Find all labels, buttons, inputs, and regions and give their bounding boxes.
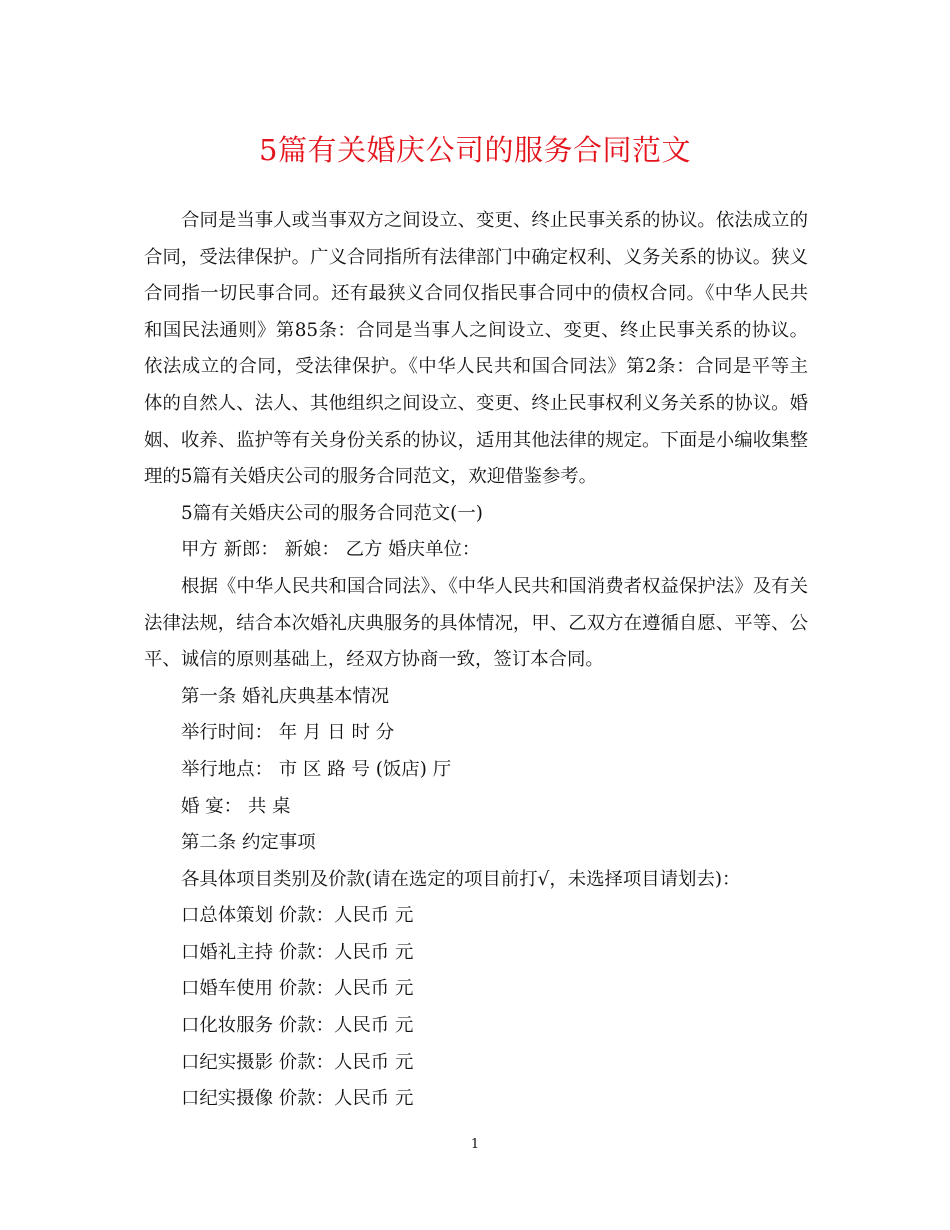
section-heading-contract-one: 5篇有关婚庆公司的服务合同范文(一)	[181, 502, 483, 524]
ceremony-time-line: 举行时间： 年 月 日 时 分	[181, 722, 395, 744]
legal-basis-paragraph: 根据《中华人民共和国合同法》、《中华人民共和国消费者权益保护法》及有关法律法规，结合本次婚礼庆典服务的具体情况，甲、乙双方在遵循自愿、平等、公平、诚信的原则基础上，经双方协商一致，签订本合同。	[144, 575, 808, 671]
document-body	[144, 203, 808, 1118]
parties-line: 甲方 新郎： 新娘： 乙方 婚庆单位：	[181, 539, 481, 561]
article-one-heading: 第一条 婚礼庆典基本情况	[181, 685, 390, 707]
banquet-line: 婚 宴： 共 桌	[181, 795, 291, 817]
item-wedding-car: 口婚车使用 价款：人民币 元	[181, 978, 414, 1000]
article-two-heading: 第二条 约定事项	[181, 832, 316, 854]
ceremony-location-line: 举行地点： 市 区 路 号 (饭店) 厅	[181, 758, 452, 780]
items-instruction-line: 各具体项目类别及价款(请在选定的项目前打√，未选择项目请划去)：	[181, 868, 741, 890]
item-wedding-host: 口婚礼主持 价款：人民币 元	[181, 941, 414, 963]
item-overall-planning: 口总体策划 价款：人民币 元	[181, 905, 414, 927]
page-number: 1	[470, 1137, 480, 1152]
document-title: 5篇有关婚庆公司的服务合同范文	[259, 133, 691, 167]
item-makeup-service: 口化妆服务 价款：人民币 元	[181, 1015, 414, 1037]
item-documentary-photo: 口纪实摄影 价款：人民币 元	[181, 1051, 414, 1073]
item-documentary-video: 口纪实摄像 价款：人民币 元	[181, 1088, 414, 1110]
intro-paragraph: 合同是当事人或当事双方之间设立、变更、终止民事关系的协议。依法成立的合同，受法律保护。广义合同指所有法律部门中确定权利、义务关系的协议。狭义合同指一切民事合同。还有最狭义合同仅指民事合同中的债权合同。《中华人民共和国民法通则》第85条：合同是当事人之间设立、变更、终止民事关系的协议。依法成立的合同，受法律保护。《中华人民共和国合同法》第2条：合同是平等主体的自然人、法人、其他组织之间设立、变更、终止民事权利义务关系的协议。婚姻、收养、监护等有关身份关系的协议，适用其他法律的规定。下面是小编收集整理的5篇有关婚庆公司的服务合同范文，欢迎借鉴参考。	[144, 210, 808, 488]
